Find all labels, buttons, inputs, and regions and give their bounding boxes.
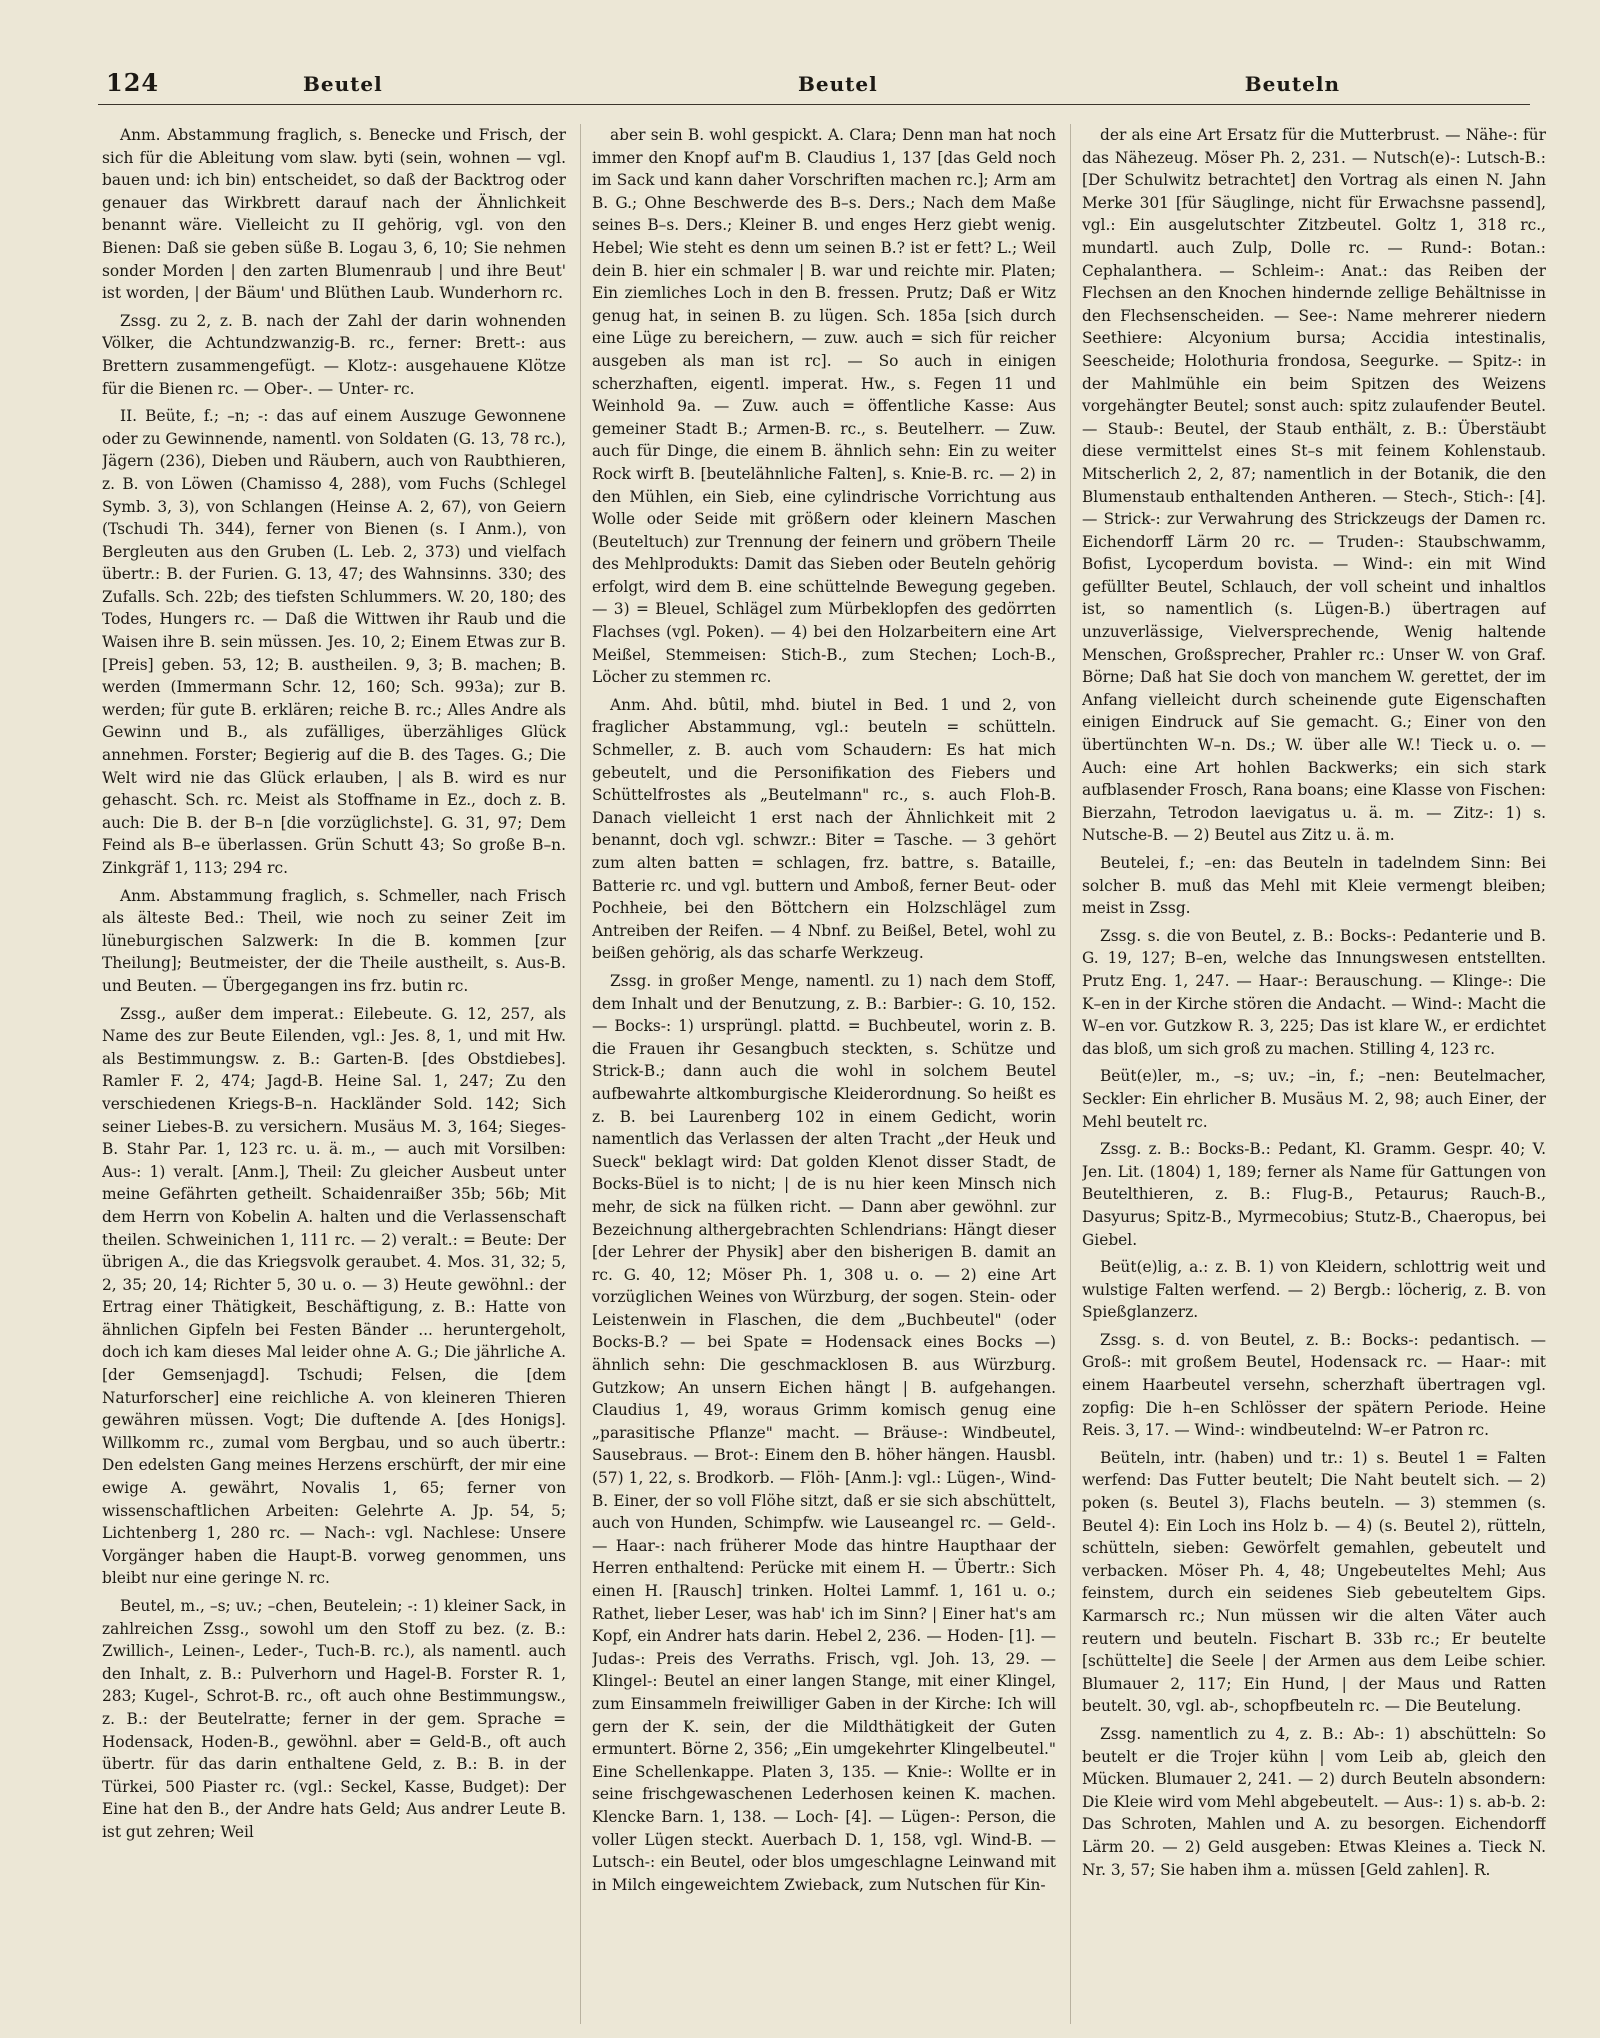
column-divider <box>1070 124 1071 2024</box>
entry-paragraph: II. Beüte, f.; –n; -: das auf einem Auszuge Gewonnene oder zu Gewinnende, namentl. von Soldaten (G. 13, 78 rc.), Jägern (236), Dieben und Räubern, auch von Raubthieren, z. B. von Löwen (Chamisso 4, 288), vom Fuchs (Schlegel Symb. 3, 3), von Schlangen (Heinse A. 2, 67), von Geiern (Tschudi Th. 344), ferner von Bienen (s. I Anm.), von Bergleuten aus den Gruben (L. Leb. 2, 373) und vielfach übertr.: B. der Furien. G. 13, 47; des Wahnsinns. 330; des Zufalls. Sch. 22b; des tiefsten Schlummers. W. 20, 180; des Todes, Hungers rc. — Daß die Wittwen ihr Raub und die Waisen ihre B. sein müssen. Jes. 10, 2; Einem Etwas zur B. [Preis] geben. 53, 12; B. austheilen. 9, 3; B. machen; B. werden (Immermann Schr. 12, 160; Sch. 993a); zur B. werden; für gute B. erklären; reiche B. rc.; Alles Andre als Gewinn und B., als zufälliges, überzähliges Glück annehmen. Forster; Begierig auf die B. des Tages. G.; Die Welt wird nie das Glück erlauben, | als B. wird es nur gehascht. Sch. rc. Meist als Stoffname in Ez., doch z. B. auch: Die B. der B–n [die vorzüglichste]. G. 31, 97; Dem Feind als B–e überlassen. Grün Schutt 43; So große B–n. Zinkgräf 1, 113; 294 rc. <box>102 407 566 877</box>
entry-paragraph: Zssg. z. B.: Bocks-B.: Pedant, Kl. Gramm. Gespr. 40; V. Jen. Lit. (1804) 1, 189; ferner als Name für Gattungen von Beutelthieren, z. B.: Flug-B., Petaurus; Rauch-B., Dasyurus; Spitz-B., Myrmecobius; Stutz-B., Chaeropus, bei Giebel. <box>1082 1140 1546 1249</box>
entry-paragraph: Zssg. zu 2, z. B. nach der Zahl der darin wohnenden Völker, die Achtundzwanzig-B. rc., ferner: Brett-: aus Brettern zusammengefügt. — Klotz-: ausgehauene Klötze für die Bienen rc. — Ober-. — Unter- rc. <box>102 311 566 398</box>
running-head-center: Beutel <box>798 72 878 96</box>
text-column-left <box>102 124 566 2024</box>
column-divider <box>580 124 581 2024</box>
entry-paragraph: Beüt(e)ler, m., –s; uv.; –in, f.; –nen: Beutelmacher, Seckler: Ein ehrlicher B. Musäus M. 2, 98; auch Einer, der Mehl beutelt rc. <box>1082 1067 1546 1131</box>
entry-paragraph: der als eine Art Ersatz für die Mutterbrust. — Nähe-: für das Nähezeug. Möser Ph. 2, 231. — Nutsch(e)-: Lutsch-B.: [Der Schulwitz betrachtet] den Vortrag als einen N. Jahn Merke 301 [für Säuglinge, nicht für Erwachsne passend], vgl.: Ein ausgelutschter Zitzbeutel. Goltz 1, 318 rc., mundartl. auch Zulp, Dolle rc. — Rund-: Botan.: Cephalanthera. — Schleim-: Anat.: das Reiben der Flechsen an den Knochen hindernde zellige Behältnisse in den Flechsenscheiden. — See-: Name mehrerer niedern Seethiere: Alcyonium bursa; Accidia intestinalis, Seescheide; Holothuria frondosa, Seegurke. — Spitz-: in der Mahlmühle ein beim Spitzen des Weizens vorgehängter Beutel; sonst auch: spitz zulaufender Beutel. — Staub-: Beutel, der Staub enthält, z. B.: Überstäubt diese vermittelst eines St–s mit feinem Kohlenstaub. Mitscherlich 2, 2, 87; namentlich in der Botanik, die den Blumenstaub enthaltenden Antheren. — Stech-, Stich-: [4]. — Strick-: zur Verwahrung des Strickzeugs der Damen rc. Eichendorff Lärm 20 rc. — Truden-: Staubschwamm, Bofist, Lycoperdum bovista. — Wind-: ein mit Wind gefüllter Beutel, Schlauch, der voll scheint und inhaltlos ist, so namentlich (s. Lügen-B.) übertragen auf unzuverlässige, Vielversprechende, Wenig haltende Menschen, Großsprecher, Prahler rc.: Unser W. von Graf. Börne; Daß hat Sie doch von manchem W. gerettet, der im Anfang vielleicht durch scheinende gute Eigenschaften einigen Eindruck auf Sie gemacht. G.; Einer von den übertünchten W–n. Ds.; W. über alle W.! Tieck u. o. — Auch: eine Art hohlen Backwerks; ein sich stark aufblasender Frosch, Rana boans; eine Klasse von Fischen: Bierzahn, Tetrodon laevigatus u. ä. m. — Zitz-: 1) s. Nutsche-B. — 2) Beutel aus Zitz u. ä. m. <box>1082 126 1546 845</box>
entry-paragraph: Anm. Abstammung fraglich, s. Schmeller, nach Frisch als älteste Bed.: Theil, wie noch zu seiner Zeit im lüneburgischen Salzwerk: In die B. kommen [zur Theilung]; Beutmeister, der die Theile austheilt, s. Aus-B. und Beuten. — Übergegangen ins frz. butin rc. <box>102 886 566 995</box>
entry-paragraph: Zssg. in großer Menge, namentl. zu 1) nach dem Stoff, dem Inhalt und der Benutzung, z. B.: Barbier-: G. 10, 152. — Bocks-: 1) ursprüngl. plattd. = Buchbeutel, worin z. B. die Frauen ihr Gesangbuch steckten, s. Schütze und Strick-B.; dann auch die wohl in solchem Beutel aufbewahrte altkomburgische Kleiderordnung. So heißt es z. B. bei Laurenberg 102 in einem Gedicht, worin namentlich das Verlassen der alten Tracht „der Heuk und Sueck" beklagt wird: Dat golden Klenot disser Stadt, de Bocks-Büel is to nicht; | de is nu hier keen Minsch nich mehr, de sick na fülken richt. — Dann aber gewöhnl. zur Bezeichnung althergebrachten Schlendrians: Hängt dieser [der Lehrer der Physik] aber den bisherigen B. damit an rc. G. 40, 12; Möser Ph. 1, 308 u. o. — 2) eine Art vorzüglichen Weines von Würzburg, der sogen. Stein- oder Leistenwein in Flaschen, die dem „Buchbeutel" (oder Bocks-B.? — bei Spate = Hodensack eines Bocks —) ähnlich sehn: Die geschmacklosen B. aus Würzburg. Gutzkow; An unsern Eichen hängt | B. aufgehangen. Claudius 1, 49, woraus Grimm komisch genug eine „parasitische Pflanze" macht. — Bräuse-: Windbeutel, Sausebraus. — Brot-: Einem den B. höher hängen. Hausbl. (57) 1, 22, s. Brodkorb. — Flöh- [Anm.]: vgl.: Lügen-, Wind-B. Einer, der so voll Flöhe sitzt, daß er sie sich abschüttelt, auch von Hunden, Schimpfw. wie Lauseangel rc. — Geld-. — Haar-: nach früherer Mode das hintre Haupthaar der Herren enthaltend: Perücke mit einem H. — Übertr.: Sich einen H. [Rausch] trinken. Holtei Lammf. 1, 161 u. o.; Rathet, lieber Leser, was hab' ich im Sinn? | Einer hat's am Kopf, ein Andrer hats darin. Hebel 2, 236. — Hoden- [1]. — Judas-: Preis des Verraths. Frisch, vgl. Joh. 13, 29. — Klingel-: Beutel an einer langen Stange, mit einer Klingel, zum Einsammeln freiwilliger Gaben in der Kirche: Ich will gern der K. sein, der die Mildthätigkeit der Guten ermuntert. Börne 2, 356; „Ein umgekehrter Klingelbeutel." Eine Schellenkappe. Platen 3, 135. — Knie-: Wollte er in seine frischgewaschenen Lederhosen keinen K. machen. Klencke Barn. 1, 138. — Loch- [4]. — Lügen-: Person, die voller Lügen steckt. Auerbach D. 1, 158, vgl. Wind-B. — Lutsch-: ein Beutel, oder blos umgeschlagne Leinwand mit in Milch eingeweichtem Zwieback, zum Nutschen für Kin- <box>592 971 1056 1894</box>
entry-paragraph: Zssg., außer dem imperat.: Eilebeute. G. 12, 257, als Name des zur Beute Eilenden, vgl.: Jes. 8, 1, und mit Hw. als Bestimmungsw. z. B.: Garten-B. [des Obstdiebes]. Ramler F. 2, 474; Jagd-B. Heine Sal. 1, 247; Zu den verschiedenen Kriegs-B–n. Hackländer Sold. 142; Sich seiner Liebes-B. zu versichern. Musäus M. 3, 164; Sieges-B. Stahr Par. 1, 123 rc. u. ä. m., — auch mit Vorsilben: Aus-: 1) veralt. [Anm.], Theil: Zu gleicher Ausbeut unter meine Gefährten getheilt. Schaidenraißer 35b; 56b; Mit dem Herrn von Kobelin A. halten und die Verlassenschaft theilen. Schweinichen 1, 111 rc. — 2) veralt.: = Beute: Der übrigen A., die das Kriegsvolk geraubet. 4. Mos. 31, 32; 5, 2, 35; 20, 14; Richter 5, 30 u. o. — 3) Heute gewöhnl.: der Ertrag einer Thätigkeit, Beschäftigung, z. B.: Hatte von ähnlichen Gipfeln bei Festen Bänder ... heruntergeholt, doch ich kam dieses Mal leider ohne A. G.; Die jährliche A. [der Gemsenjagd]. Tschudi; Felsen, die [dem Naturforscher] eine reichliche A. von kleineren Thieren gewähren müssen. Vogt; Die duftende A. [des Honigs]. Willkomm rc., zumal vom Bergbau, und so auch übertr.: Den edelsten Gang meines Herzens erschürft, der mir eine ewige A. gewährt, Novalis 1, 65; ferner von wissenschaftlichen Arbeiten: Gelehrte A. Jp. 54, 5; Lichtenberg 1, 280 rc. — Nach-: vgl. Nachlese: Unsere Vorgänger haben die Haupt-B. vorweg genommen, uns bleibt nur eine geringe N. rc. <box>102 1004 566 1588</box>
entry-paragraph: Zssg. s. die von Beutel, z. B.: Bocks-: Pedanterie und B. G. 19, 127; B–en, welche das Innungswesen entstellten. Prutz Eng. 1, 247. — Haar-: Berauschung. — Klinge-: Die K–en in der Kirche stören die Andacht. — Wind-: Macht die W–en vor. Gutzkow R. 3, 225; Das ist klare W., er erdichtet das bloß, um sich groß zu machen. Stilling 4, 123 rc. <box>1082 926 1546 1058</box>
entry-paragraph: Beutel, m., –s; uv.; –chen, Beutelein; -: 1) kleiner Sack, in zahlreichen Zssg., sowohl um den Stoff zu bez. (z. B.: Zwillich-, Leinen-, Leder-, Tuch-B. rc.), als namentl. auch den Inhalt, z. B.: Pulverhorn und Hagel-B. Forster R. 1, 283; Kugel-, Schrot-B. rc., oft auch ohne Bestimmungsw., z. B.: der Beutelratte; ferner in der gem. Sprache = Hodensack, Hoden-B., gewöhnl. aber = Geld-B., oft auch übertr. für das darin enthaltene Geld, z. B.: B. in der Türkei, 500 Piaster rc. (vgl.: Seckel, Kasse, Budget): Der Eine hat den B., der Andre hats Geld; Aus andrer Leute B. ist gut zehren; Weil <box>102 1597 566 1841</box>
entry-paragraph: Anm. Abstammung fraglich, s. Benecke und Frisch, der sich für die Ableitung vom slaw. byti (sein, wohnen — vgl. bauen und: ich bin) entscheidet, so daß der Backtrog oder genauer das Wirkbrett darauf nach der Ähnlichkeit benannt wäre. Vielleicht zu II gehörig, vgl. von den Bienen: Daß sie geben süße B. Logau 3, 6, 10; Sie nehmen sonder Morden | den zarten Blumenraub | und ihre Beut' ist worden, | der Bäum' und Blüthen Laub. Wunderhorn rc. <box>102 126 566 303</box>
entry-paragraph: Beutelei, f.; –en: das Beuteln in tadelndem Sinn: Bei solcher B. muß das Mehl mit Kleie vermengt bleiben; meist in Zssg. <box>1082 854 1546 918</box>
text-column-middle <box>592 124 1056 2024</box>
entry-paragraph: Zssg. namentlich zu 4, z. B.: Ab-: 1) abschütteln: So beutelt er die Trojer kühn | vom Leib ab, gleich den Mücken. Blumauer 2, 241. — 2) durch Beuteln absondern: Die Kleie wird vom Mehl abgebeutelt. — Aus-: 1) s. ab-b. 2: Das Schroten, Mahlen und A. zu besorgen. Eichendorff Lärm 20. — 2) Geld ausgeben: Etwas Kleines a. Tieck N. Nr. 3, 57; Sie haben ihm a. müssen [Geld zahlen]. R. <box>1082 1724 1546 1879</box>
page-header <box>98 64 1530 105</box>
entry-paragraph: aber sein B. wohl gespickt. A. Clara; Denn man hat noch immer den Knopf auf'm B. Claudius 1, 137 [das Geld noch im Sack und kann daher Vorschriften machen rc.]; Arm am B. G.; Ohne Beschwerde des B–s. Ders.; Nach dem Maße seines B–s. Ders.; Kleiner B. und enges Herz giebt wenig. Hebel; Wie steht es denn um seinen B.? ist er fett? L.; Weil dein B. hier ein schmaler | B. war und reichte mir. Platen; Ein ziemliches Loch in den B. fressen. Prutz; Daß er Witz genug hat, in seinen B. zu lügen. Sch. 185a [sich durch eine Lüge zu bereichern, — zuw. auch = sich für reicher ausgeben als man ist rc]. — So auch in einigen scherzhaften, eigentl. imperat. Hw., s. Fegen 11 und Weinhold 9a. — Zuw. auch = öffentliche Kasse: Aus gemeiner Stadt B.; Armen-B. rc., s. Beutelherr. — Zuw. auch für Dinge, die einem B. ähnlich sehn: Ein zu weiter Rock wirft B. [beutelähnliche Falten], s. Knie-B. rc. — 2) in den Mühlen, ein Sieb, eine cylindrische Vorrichtung aus Wolle oder Seide mit größern oder kleinern Maschen (Beuteltuch) zur Trennung der feinern und gröbern Theile des Mehlprodukts: Damit das Sieben oder Beuteln gehörig erfolgt, wird dem B. eine schüttelnde Bewegung gegeben. — 3) = Bleuel, Schlägel zum Mürbeklopfen des gedörrten Flachses (vgl. Poken). — 4) bei den Holzarbeitern eine Art Meißel, Stemmeisen: Stich-B., zum Stechen; Loch-B., Löcher zu stemmen rc. <box>592 126 1056 687</box>
entry-paragraph: Zssg. s. d. von Beutel, z. B.: Bocks-: pedantisch. — Groß-: mit großem Beutel, Hodensack rc. — Haar-: mit einem Haarbeutel versehn, scherzhaft übertragen vgl. zopfig: Die h–en Schlösser der spätern Periode. Heine Reis. 3, 17. — Wind-: windbeutelnd: W–er Patron rc. <box>1082 1330 1546 1440</box>
running-head-left: Beutel <box>303 72 383 96</box>
entry-paragraph: Beüt(e)lig, a.: z. B. 1) von Kleidern, schlottrig weit und wulstige Falten werfend. — 2) Bergb.: löcherig, z. B. von Spießglanzerz. <box>1082 1258 1546 1322</box>
entry-paragraph: Beüteln, intr. (haben) und tr.: 1) s. Beutel 1 = Falten werfend: Das Futter beutelt; Die Naht beutelt sich. — 2) poken (s. Beutel 3), Flachs beuteln. — 3) stemmen (s. Beutel 4): Ein Loch ins Holz b. — 4) (s. Beutel 2), rütteln, schütteln, sieben: Gewörfelt gemahlen, gebeutelt und verbacken. Möser Ph. 4, 48; Ungebeuteltes Mehl; Aus feinstem, durch ein seidenes Sieb gebeuteltem Gips. Karmarsch rc.; Nun müssen wir die alten Väter auch reutern und beuteln. Fischart B. 33b rc.; Er beutelte [schüttelte] die Seele | der Armen aus dem Leibe schier. Blumauer 2, 117; Ein Hund, | der Maus und Ratten beutelt. 30, vgl. ab-, schopfbeuteln rc. — Die Beutelung. <box>1082 1448 1546 1716</box>
page-number: 124 <box>106 68 160 97</box>
text-column-right <box>1082 124 1546 2024</box>
running-head-right: Beuteln <box>1244 72 1340 96</box>
entry-paragraph: Anm. Ahd. bûtil, mhd. biutel in Bed. 1 und 2, von fraglicher Abstammung, vgl.: beuteln = schütteln. Schmeller, z. B. auch vom Schaudern: Es hat mich gebeutelt, und die Personifikation des Fiebers und Schüttelfrostes als „Beutelmann" rc., s. auch Floh-B. Danach vielleicht 1 erst nach der Ähnlichkeit mit 2 benannt, doch vgl. schwzr.: Biter = Tasche. — 3 gehört zum alten batten = schlagen, frz. battre, s. Bataille, Batterie rc. und vgl. buttern und Amboß, ferner Beut- oder Pochheie, bei den Böttchern ein Holzschlägel zum Antreiben der Reifen. — 4 Nbnf. zu Beißel, Betel, wohl zu beißen gehörig, als das scharfe Werkzeug. <box>592 695 1056 963</box>
